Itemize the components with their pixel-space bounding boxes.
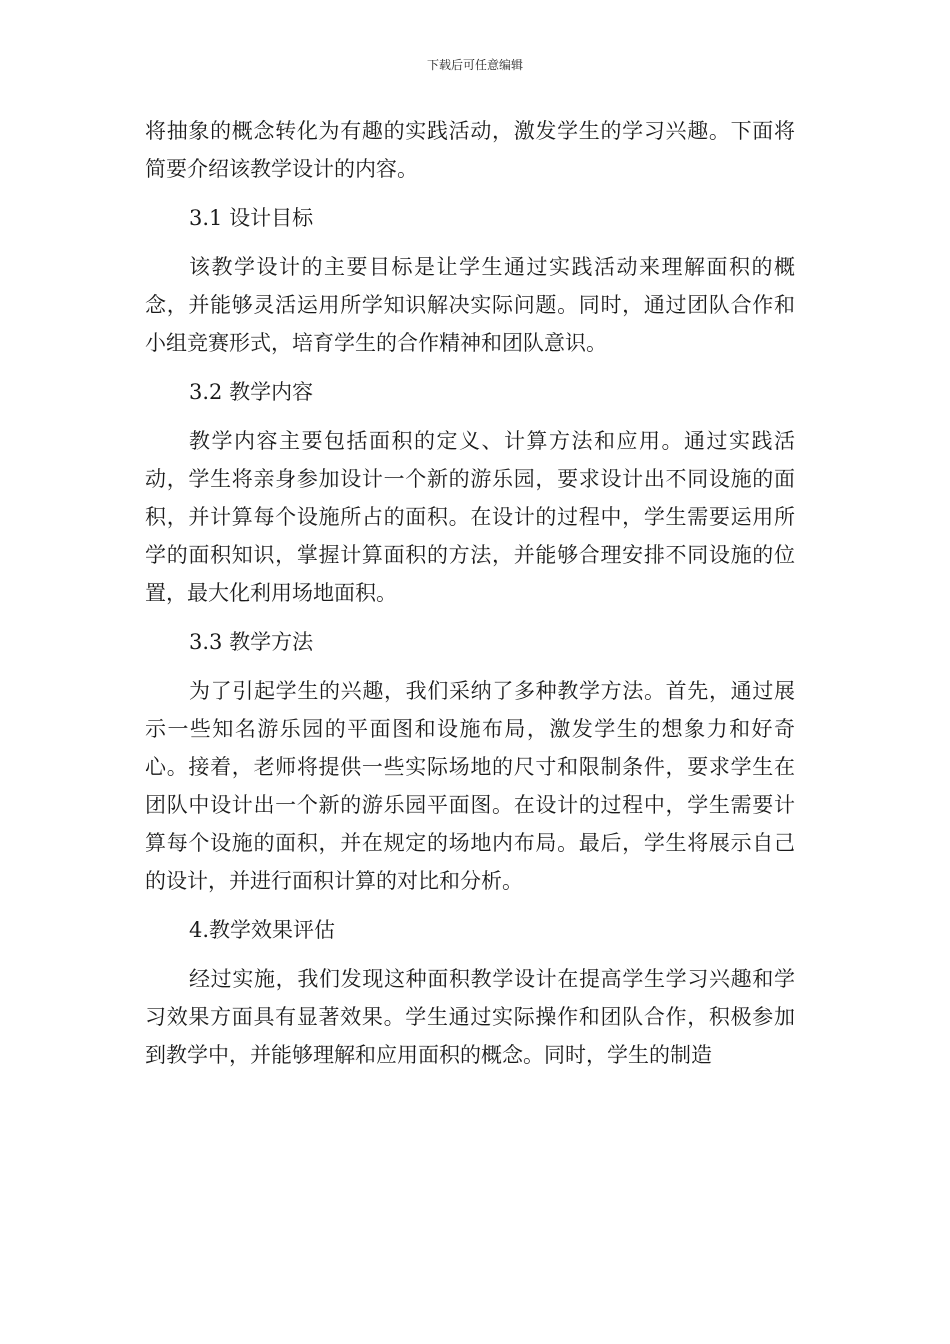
section-4-heading: 4.教学效果评估 [189,918,336,942]
intro-paragraph: 将抽象的概念转化为有趣的实践活动，激发学生的学习兴趣。下面将简要介绍该教学设计的内容。 [145,119,795,181]
section-3-2-paragraph: 教学内容主要包括面积的定义、计算方法和应用。通过实践活动，学生将亲身参加设计一个新的游乐园，要求设计出不同设施的面积，并计算每个设施所占的面积。在设计的过程中，学生需要运用所学的面积知识，掌握计算面积的方法，并能够合理安排不同设施的位置，最大化利用场地面积。 [145,429,795,605]
section-3-1-heading: 3.1 设计目标 [189,206,314,230]
section-3-1-paragraph: 该教学设计的主要目标是让学生通过实践活动来理解面积的概念，并能够灵活运用所学知识解决实际问题。同时，通过团队合作和小组竞赛形式，培育学生的合作精神和团队意识。 [145,255,795,355]
section-4-paragraph: 经过实施，我们发现这种面积教学设计在提高学生学习兴趣和学习效果方面具有显著效果。学生通过实际操作和团队合作，积极参加到教学中，并能够理解和应用面积的概念。同时，学生的制造 [145,967,795,1067]
page-header-note: 下载后可任意编辑 [426,58,523,72]
document-body [145,112,795,1085]
section-3-2-heading: 3.2 教学内容 [189,380,314,404]
section-3-3-heading: 3.3 教学方法 [189,630,314,654]
section-3-3-paragraph: 为了引起学生的兴趣，我们采纳了多种教学方法。首先，通过展示一些知名游乐园的平面图和设施布局，激发学生的想象力和好奇心。接着，老师将提供一些实际场地的尺寸和限制条件，要求学生在团队中设计出一个新的游乐园平面图。在设计的过程中，学生需要计算每个设施的面积，并在规定的场地内布局。最后，学生将展示自己的设计，并进行面积计算的对比和分析。 [145,679,795,893]
